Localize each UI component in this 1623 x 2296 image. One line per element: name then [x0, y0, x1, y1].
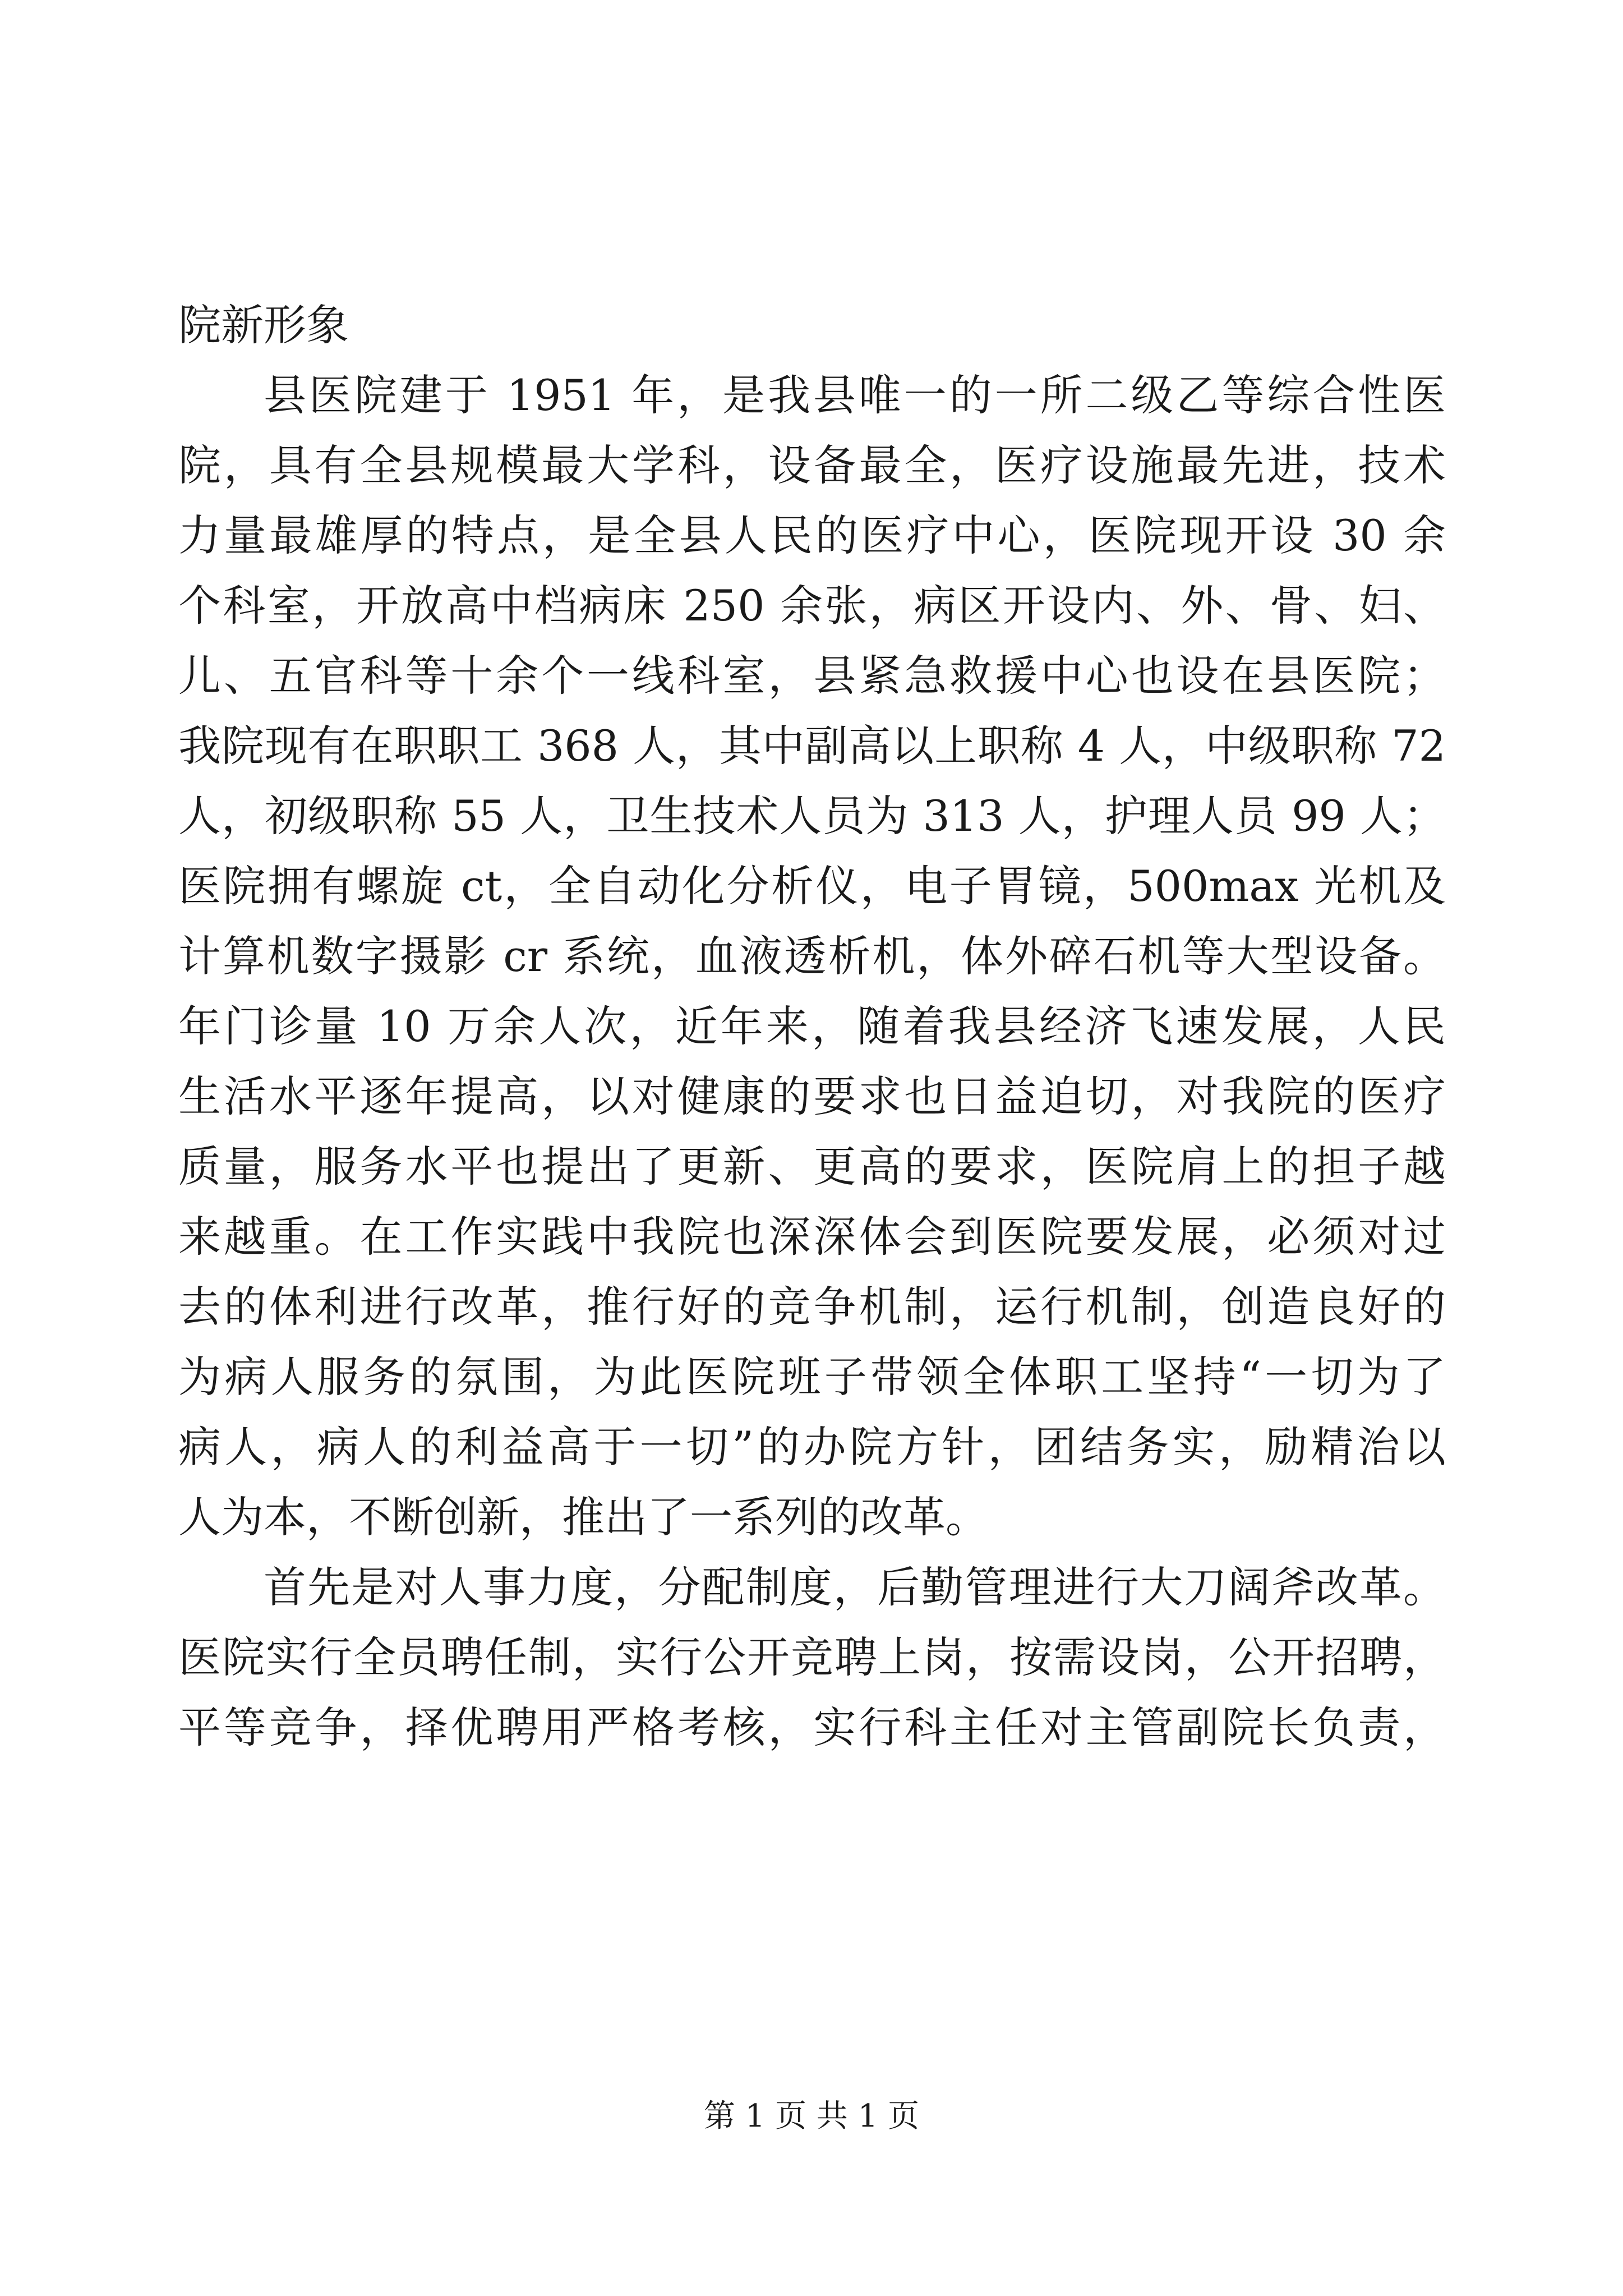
page-number-footer: 第 1 页 共 1 页	[703, 2098, 920, 2134]
text-line: 来越重。在工作实践中我院也深深体会到医院要发展，必须对过	[178, 1212, 1446, 1262]
text-line: 平等竞争，择优聘用严格考核，实行科主任对主管副院长负责，	[178, 1703, 1446, 1752]
text-line: 力量最雄厚的特点，是全县人民的医疗中心，医院现开设 30 余	[178, 510, 1446, 560]
text-line: 医院实行全员聘任制，实行公开竞聘上岗，按需设岗，公开招聘，	[178, 1632, 1446, 1682]
text-line: 院，具有全县规模最大学科，设备最全，医疗设施最先进，技术	[178, 440, 1446, 490]
text-line: 去的体利进行改革，推行好的竞争机制，运行机制，创造良好的	[178, 1282, 1446, 1332]
text-line: 院新形象	[178, 300, 349, 350]
text-line: 儿、五官科等十余个一线科室，县紧急救援中心也设在县医院；	[178, 651, 1446, 701]
text-line: 个科室，开放高中档病床 250 余张，病区开设内、外、骨、妇、	[178, 581, 1446, 631]
text-line: 生活水平逐年提高，以对健康的要求也日益迫切，对我院的医疗	[178, 1071, 1446, 1121]
text-line: 计算机数字摄影 cr 系统，血液透析机，体外碎石机等大型设备。	[178, 931, 1446, 981]
text-line: 县医院建于 1951 年，是我县唯一的一所二级乙等综合性医	[264, 370, 1446, 420]
text-line: 年门诊量 10 万余人次，近年来，随着我县经济飞速发展，人民	[178, 1001, 1446, 1051]
text-line: 人为本，不断创新，推出了一系列的改革。	[178, 1492, 988, 1542]
text-line: 医院拥有螺旋 ct，全自动化分析仪，电子胃镜，500max 光机及	[178, 861, 1446, 911]
text-line: 为病人服务的氛围，为此医院班子带领全体职工坚持“一切为了	[178, 1352, 1446, 1402]
text-line: 人，初级职称 55 人，卫生技术人员为 313 人，护理人员 99 人；	[178, 791, 1446, 841]
text-line: 质量，服务水平也提出了更新、更高的要求，医院肩上的担子越	[178, 1142, 1446, 1191]
text-line: 我院现有在职职工 368 人，其中副高以上职称 4 人，中级职称 72	[178, 721, 1446, 771]
text-line: 病人，病人的利益高于一切”的办院方针，团结务实，励精治以	[178, 1422, 1446, 1472]
text-line: 首先是对人事力度，分配制度，后勤管理进行大刀阔斧改革。	[264, 1562, 1446, 1612]
